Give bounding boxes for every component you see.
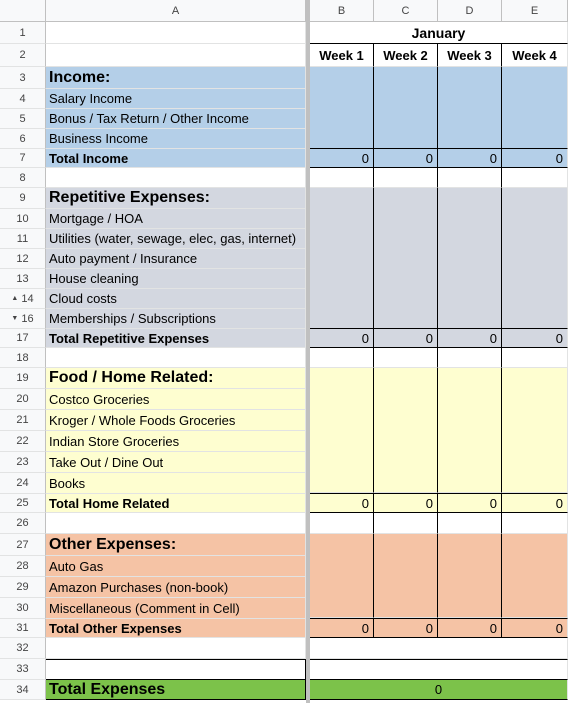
row-label[interactable]: Costco Groceries bbox=[46, 389, 306, 410]
total-value-cell[interactable]: 0 bbox=[438, 148, 502, 168]
row-label[interactable]: Auto Gas bbox=[46, 556, 306, 577]
cell[interactable] bbox=[502, 348, 568, 368]
row-label[interactable]: Take Out / Dine Out bbox=[46, 452, 306, 473]
total-value-cell[interactable]: 0 bbox=[502, 328, 568, 348]
cell[interactable] bbox=[310, 188, 374, 329]
week-header-cell[interactable]: Week 2 bbox=[374, 44, 438, 67]
row-label[interactable]: House cleaning bbox=[46, 269, 306, 289]
row-header[interactable]: 29 bbox=[0, 577, 46, 598]
total-value-cell[interactable]: 0 bbox=[310, 148, 374, 168]
row-label[interactable]: Memberships / Subscriptions bbox=[46, 309, 306, 329]
section-header-other[interactable]: Other Expenses: bbox=[46, 534, 306, 556]
week-header-cell[interactable]: Week 3 bbox=[438, 44, 502, 67]
cell[interactable] bbox=[374, 348, 438, 368]
total-value-cell[interactable]: 0 bbox=[502, 493, 568, 513]
cell[interactable] bbox=[310, 168, 374, 188]
row-label[interactable]: Books bbox=[46, 473, 306, 494]
row-header[interactable]: 10 bbox=[0, 209, 46, 229]
cell[interactable] bbox=[310, 67, 374, 149]
cell[interactable] bbox=[438, 188, 502, 329]
total-income-label[interactable]: Total Income bbox=[46, 149, 306, 168]
cell[interactable] bbox=[310, 368, 374, 493]
total-value-cell[interactable]: 0 bbox=[310, 493, 374, 513]
row-label[interactable]: Bonus / Tax Return / Other Income bbox=[46, 109, 306, 129]
cell[interactable] bbox=[374, 188, 438, 329]
row-header[interactable]: 18 bbox=[0, 348, 46, 368]
row-header[interactable]: 17 bbox=[0, 329, 46, 348]
cell[interactable] bbox=[502, 188, 568, 329]
row-label[interactable]: Auto payment / Insurance bbox=[46, 249, 306, 269]
total-value-cell[interactable]: 0 bbox=[374, 618, 438, 638]
row-header[interactable]: 20 bbox=[0, 389, 46, 410]
row-label[interactable]: Kroger / Whole Foods Groceries bbox=[46, 410, 306, 431]
cell[interactable] bbox=[310, 638, 568, 659]
row-header[interactable]: 21 bbox=[0, 410, 46, 431]
row-header[interactable]: 34 bbox=[0, 680, 46, 700]
row-header[interactable]: 11 bbox=[0, 229, 46, 249]
row-header[interactable]: 1 bbox=[0, 22, 46, 44]
total-value-cell[interactable]: 0 bbox=[374, 328, 438, 348]
row-header[interactable]: 3 bbox=[0, 67, 46, 89]
row-header[interactable]: 25 bbox=[0, 494, 46, 513]
section-header-repetitive[interactable]: Repetitive Expenses: bbox=[46, 188, 306, 209]
cell[interactable] bbox=[438, 368, 502, 493]
cell[interactable] bbox=[310, 513, 374, 534]
cell[interactable] bbox=[46, 513, 306, 534]
row-label[interactable]: Salary Income bbox=[46, 89, 306, 109]
row-header[interactable]: 24 bbox=[0, 473, 46, 494]
row-header[interactable]: 28 bbox=[0, 556, 46, 577]
row-number: 16 bbox=[21, 312, 34, 325]
row-header[interactable]: 5 bbox=[0, 109, 46, 129]
cell[interactable] bbox=[502, 67, 568, 149]
section-header-income[interactable]: Income: bbox=[46, 67, 306, 89]
cell[interactable] bbox=[374, 67, 438, 149]
total-value-cell[interactable]: 0 bbox=[310, 618, 374, 638]
cell[interactable] bbox=[502, 368, 568, 493]
total-value-cell[interactable]: 0 bbox=[438, 493, 502, 513]
column-header-e[interactable]: E bbox=[502, 0, 568, 22]
total-value-cell[interactable]: 0 bbox=[502, 148, 568, 168]
cell[interactable] bbox=[502, 534, 568, 618]
row-header[interactable]: 19 bbox=[0, 368, 46, 389]
cell[interactable] bbox=[374, 534, 438, 618]
cell[interactable] bbox=[438, 348, 502, 368]
row-header[interactable]: 26 bbox=[0, 513, 46, 534]
cell[interactable] bbox=[310, 348, 374, 368]
cell[interactable] bbox=[438, 67, 502, 149]
row-header[interactable]: 32 bbox=[0, 638, 46, 659]
total-value-cell[interactable]: 0 bbox=[438, 328, 502, 348]
week-header-cell[interactable]: Week 1 bbox=[310, 44, 374, 67]
row-label[interactable]: Amazon Purchases (non-book) bbox=[46, 577, 306, 598]
column-header-c[interactable]: C bbox=[374, 0, 438, 22]
row-header-grouped[interactable] bbox=[0, 309, 46, 329]
row-header[interactable]: 27 bbox=[0, 534, 46, 556]
row-header[interactable]: 33 bbox=[0, 659, 46, 680]
select-all-corner[interactable] bbox=[0, 0, 46, 22]
week-header-cell[interactable]: Week 4 bbox=[502, 44, 568, 67]
row-header[interactable]: 22 bbox=[0, 431, 46, 452]
cell[interactable] bbox=[46, 638, 306, 659]
total-expenses-value[interactable] bbox=[310, 659, 568, 680]
row-header[interactable]: 8 bbox=[0, 168, 46, 188]
row-header[interactable]: 2 bbox=[0, 44, 46, 67]
cell[interactable] bbox=[46, 22, 306, 44]
row-header[interactable]: 4 bbox=[0, 89, 46, 109]
column-header-a[interactable]: A bbox=[46, 0, 306, 22]
cell[interactable] bbox=[374, 513, 438, 534]
row-label[interactable]: Miscellaneous (Comment in Cell) bbox=[46, 598, 306, 619]
total-value-cell[interactable]: 0 bbox=[502, 618, 568, 638]
total-value-cell[interactable]: 0 bbox=[374, 493, 438, 513]
cell[interactable] bbox=[46, 168, 306, 188]
row-label[interactable]: Utilities (water, sewage, elec, gas, internet) bbox=[46, 229, 306, 249]
cell[interactable] bbox=[438, 513, 502, 534]
column-header-d[interactable]: D bbox=[438, 0, 502, 22]
row-header[interactable]: 31 bbox=[0, 619, 46, 638]
cell[interactable] bbox=[374, 368, 438, 493]
collapse-group-icon[interactable]: ▼ bbox=[11, 315, 19, 322]
total-value-cell[interactable]: 0 bbox=[438, 618, 502, 638]
cell[interactable] bbox=[438, 168, 502, 188]
total-home-label[interactable]: Total Home Related bbox=[46, 494, 306, 513]
total-other-label[interactable]: Total Other Expenses bbox=[46, 619, 306, 638]
row-header[interactable]: 30 bbox=[0, 598, 46, 619]
column-header-b[interactable]: B bbox=[310, 0, 374, 22]
row-label[interactable]: Business Income bbox=[46, 129, 306, 149]
total-expenses-label[interactable] bbox=[46, 659, 306, 680]
savings-value[interactable]: 0 bbox=[310, 680, 568, 700]
row-label[interactable]: Mortgage / HOA bbox=[46, 209, 306, 229]
section-header-food[interactable]: Food / Home Related: bbox=[46, 368, 306, 389]
cell[interactable] bbox=[502, 168, 568, 188]
savings-label[interactable]: Total Expenses bbox=[46, 680, 306, 700]
cell[interactable] bbox=[502, 513, 568, 534]
month-title-cell[interactable]: January bbox=[310, 22, 568, 44]
row-header[interactable]: 12 bbox=[0, 249, 46, 269]
row-header[interactable]: 23 bbox=[0, 452, 46, 473]
expand-group-icon[interactable]: ▲ bbox=[11, 295, 19, 302]
cell[interactable] bbox=[438, 534, 502, 618]
row-label[interactable]: Cloud costs bbox=[46, 289, 306, 309]
total-value-cell[interactable]: 0 bbox=[374, 148, 438, 168]
cell[interactable] bbox=[310, 534, 374, 618]
row-header[interactable]: 9 bbox=[0, 188, 46, 209]
total-repetitive-label[interactable]: Total Repetitive Expenses bbox=[46, 329, 306, 348]
row-label[interactable]: Indian Store Groceries bbox=[46, 431, 306, 452]
cell[interactable] bbox=[374, 168, 438, 188]
row-header[interactable]: 6 bbox=[0, 129, 46, 149]
total-value-cell[interactable]: 0 bbox=[310, 328, 374, 348]
cell[interactable] bbox=[46, 348, 306, 368]
row-header-grouped[interactable] bbox=[0, 289, 46, 309]
row-header[interactable]: 7 bbox=[0, 149, 46, 168]
cell[interactable] bbox=[46, 44, 306, 67]
row-number: 14 bbox=[21, 292, 34, 305]
row-header[interactable]: 13 bbox=[0, 269, 46, 289]
